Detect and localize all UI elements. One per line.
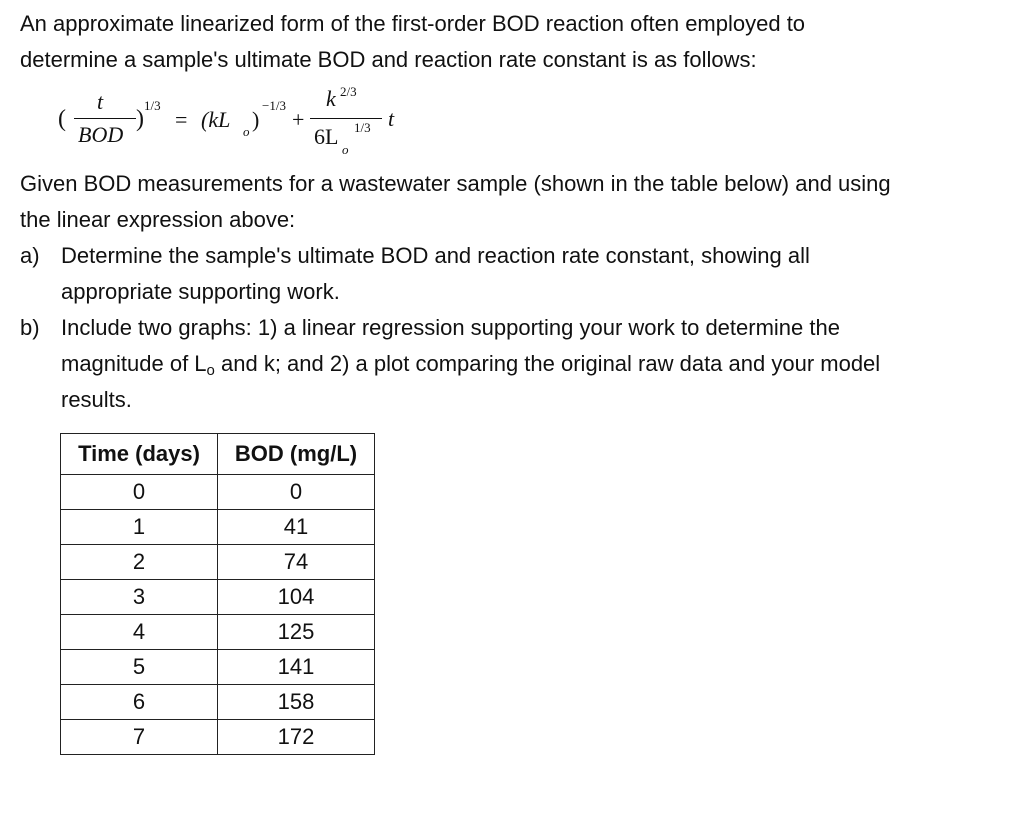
eq-plus: + [292,107,305,132]
intro-line-1: An approximate linearized form of the first-order BOD reaction often employed to [20,11,806,36]
eq-lhs-denominator: BOD [78,122,124,147]
item-b-line-2-post: and k; and 2) a plot comparing the original raw data and your model [214,351,881,376]
eq-rhs-fraction-bar [310,118,382,119]
table-row [61,510,375,545]
eq-tail-t: t [388,106,395,131]
table-row [61,650,375,685]
table-row [61,475,375,510]
bod-cell: 172 [218,720,375,755]
eq-lhs-exponent: 1/3 [144,98,161,113]
eq-frac-denominator-base: 6L [314,124,339,149]
eq-frac-numerator-exponent: 2/3 [340,84,357,99]
bod-cell: 125 [218,615,375,650]
eq-lhs-fraction-bar [74,118,136,119]
table-row [61,685,375,720]
eq-paren-open: ( [58,106,66,132]
item-b-line-2-pre: magnitude of L [61,351,207,376]
bod-cell: 141 [218,650,375,685]
item-b-line-3: results. [61,387,132,412]
eq-term1 [201,107,230,133]
column-header-bod: BOD (mg/L) [218,434,375,475]
eq-frac-denominator-exponent: 1/3 [354,120,371,135]
bod-cell: 0 [218,475,375,510]
bod-cell: 41 [218,510,375,545]
eq-paren-close: ) [136,106,144,132]
item-b-line-2-subscript: o [206,362,215,379]
time-cell: 0 [61,475,218,510]
time-cell: 4 [61,615,218,650]
eq-term1-base: (kL [201,107,231,132]
bod-data-table [60,433,375,755]
table-row [61,615,375,650]
given-line-1: Given BOD measurements for a wastewater sample (shown in the table below) and using [20,171,891,196]
table-row [61,580,375,615]
intro-line-2: determine a sample's ultimate BOD and reaction rate constant is as follows: [20,47,757,72]
table-header-row [61,434,375,475]
eq-frac-denominator [314,124,338,150]
eq-term1-subscript: o [243,124,250,139]
eq-lhs-numerator: t [97,89,104,114]
item-b-line-1: Include two graphs: 1) a linear regression supporting your work to determine the [61,315,840,340]
item-b-marker: b) [20,315,40,340]
time-cell: 3 [61,580,218,615]
linearized-bod-equation [58,84,438,160]
eq-term1-close: ) [252,107,260,132]
time-cell: 1 [61,510,218,545]
bod-cell: 74 [218,545,375,580]
time-cell: 5 [61,650,218,685]
eq-frac-numerator: k [326,86,336,111]
table-row [61,545,375,580]
given-line-2: the linear expression above: [20,207,296,232]
time-cell: 2 [61,545,218,580]
item-a-line-1: Determine the sample's ultimate BOD and reaction rate constant, showing all [61,243,810,268]
column-header-time: Time (days) [61,434,218,475]
eq-term1-exponent: −1/3 [262,98,286,113]
time-cell: 7 [61,720,218,755]
time-cell: 6 [61,685,218,720]
item-b-line-2 [61,346,880,389]
eq-equals: = [175,107,188,132]
eq-frac-denominator-subscript: o [342,142,349,157]
table-row [61,720,375,755]
item-a-line-2: appropriate supporting work. [61,279,340,304]
bod-cell: 158 [218,685,375,720]
bod-cell: 104 [218,580,375,615]
item-a-marker: a) [20,243,40,268]
